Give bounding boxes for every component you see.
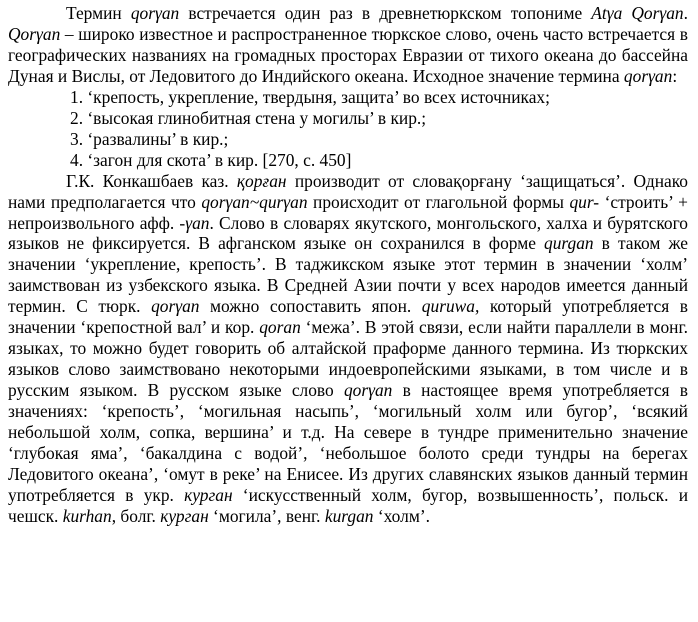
term-italic: qorγan [343, 380, 393, 401]
term-italic: курган [160, 505, 209, 526]
term-italic: qorγan [623, 65, 673, 86]
meaning-item: 3. ‘развалины’ в кир.; [70, 128, 229, 149]
text-run: : [672, 65, 678, 86]
paragraph-intro [8, 3, 688, 87]
text-run: , болг. [111, 505, 161, 526]
text-run: . Слово в словарях якутского, монгольского, халха и бурятского языков не фиксируется. В афганском языке он сохранился в форме [8, 212, 688, 254]
meaning-item: 1. ‘крепость, укрепление, твердыня, защита’ во всех источниках; [70, 86, 550, 107]
term-italic: Qorγan [8, 23, 61, 44]
term-italic: qur- [569, 191, 600, 212]
paragraph-etymology [8, 171, 688, 527]
text-run: который употребляется в значении ‘крепостной вал’ и кор. [8, 296, 688, 338]
text-run: производит от словақорғану ‘защищаться’. Однако нами предполагается что [8, 170, 688, 212]
text-run: встречается один раз в древнетюркском топониме [179, 3, 592, 23]
term-italic: qorγan~qurγan [201, 191, 308, 212]
text-run: ‘холм’. [373, 505, 430, 526]
meaning-item: 4. ‘загон для скота’ в кир. [270, с. 450] [70, 149, 352, 170]
text-run: в таком же значении ‘укрепление, крепость’. В таджикском языке этот термин в значении ‘холм’ заимствован из узбекского языка. В Средней Азии почти у всех народов имеется данный термин. С тюрк. [8, 233, 688, 317]
text-run: – широко известное и распространенное тюркское слово, очень часто встречается в географических названиях на громадных просторах Евразии от тихого океана до бассейна Дуная и Вислы, от Ледовитого до Индийского океана. Исходное значение термина [8, 23, 688, 86]
text-run: происходит от глагольной формы [307, 191, 570, 212]
term-italic: qurgan [544, 233, 594, 254]
text-run: ‘искусственный холм, бугор, возвышенность’, польск. и чешск. [8, 484, 688, 526]
term-italic: қорған [236, 170, 287, 191]
term-italic: -γan [179, 212, 210, 233]
term-italic: qorγan [151, 296, 200, 317]
term-italic: qoran [259, 317, 301, 338]
text-run: Термин [66, 3, 131, 23]
text-run: Г.К. Конкашбаев каз. [66, 170, 237, 191]
text-run: ‘межа’. В этой связи, если найти параллели в монг. языках, то можно будет говорить об алтайской праформе данного термина. Из тюркских языков слово заимствовано некоторыми индоевропейскими языками, в том числе и в русским языком. В русском языке слово [8, 317, 688, 401]
term-italic: kurhan [62, 505, 112, 526]
text-run: можно сопоставить япон. [199, 296, 422, 317]
meanings-list [8, 87, 688, 171]
term-italic: курган [184, 484, 233, 505]
term-italic: qorγan [130, 3, 180, 23]
text-run: . [683, 3, 688, 23]
meaning-item: 2. ‘высокая глинобитная стена у могилы’ в кир.; [70, 107, 427, 128]
text-run: в настоящее время употребляется в значениях: ‘крепость’, ‘могильная насыпь’, ‘могильный холм или бугор’, ‘всякий небольшой холм, сопка, вершина’ и т.д. На севере в тундре применительно значение ‘глубокая яма’, ‘бакалдина с водой’, ‘небольшое болото среди тундры на берегах Ледовитого океана’, ‘омут в реке’ на Енисее. Из других славянских языков данный термин употребляется в укр. [8, 380, 688, 505]
term-italic: Atγa Qorγan [591, 3, 684, 23]
text-run: ‘строить’ + непроизвольного афф. [8, 191, 688, 233]
term-italic: kurgan [324, 505, 374, 526]
text-run: ‘могила’, венг. [208, 505, 325, 526]
term-italic: quruwa, [421, 296, 480, 317]
document-page [8, 3, 688, 527]
